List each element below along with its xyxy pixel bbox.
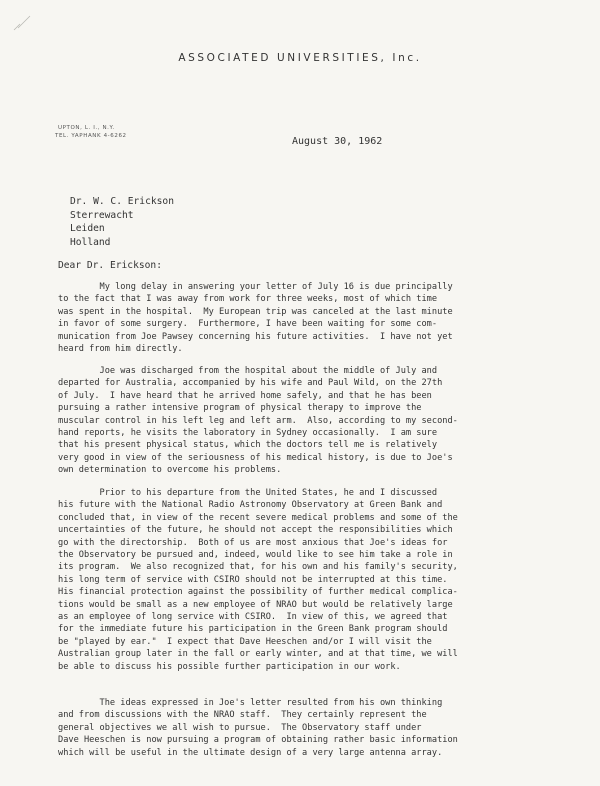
letter-date: August 30, 1962 xyxy=(292,136,383,147)
text-line: concluded that, in view of the recent severe medical problems and some of the xyxy=(58,512,458,523)
paragraph-1 xyxy=(58,281,558,355)
text-line: departed for Australia, accompanied by his wife and Paul Wild, on the 27th xyxy=(58,378,443,389)
text-line: muscular control in his left leg and left arm. Also, according to my second- xyxy=(58,415,458,426)
text-line: his long term of service with CSIRO should not be interrupted at this time. xyxy=(58,574,448,585)
text-line: in favor of some surgery. Furthermore, I have been waiting for some com- xyxy=(58,319,438,330)
paragraph-2 xyxy=(58,365,558,477)
text-line: to the fact that I was away from work for three weeks, most of which time xyxy=(58,294,438,305)
letterhead-organization: ASSOCIATED UNIVERSITIES, Inc. xyxy=(178,52,422,64)
text-line: Australian group later in the fall or early winter, and at that time, we will xyxy=(58,649,458,660)
text-line: pursuing a rather intensive program of physical therapy to improve the xyxy=(58,403,422,414)
text-line: and from discussions with the NRAO staff. They certainly represent the xyxy=(58,710,427,721)
address-line-1: UPTON, L. I., N.Y. xyxy=(58,125,115,131)
recipient-line: Dr. W. C. Erickson xyxy=(70,196,174,207)
text-line: of July. I have heard that he arrived home safely, and that he has been xyxy=(58,390,432,401)
text-line: own determination to overcome his problems. xyxy=(58,465,282,476)
text-line: be "played by ear." I expect that Dave Heeschen and/or I will visit the xyxy=(58,636,432,647)
text-line: His financial protection against the possibility of further medical complica- xyxy=(58,587,458,598)
text-line: its program. We also recognized that, for his own and his family's security, xyxy=(58,562,458,573)
paragraph-4 xyxy=(58,697,558,759)
address-line-2: TEL. YAPHANK 4-6262 xyxy=(55,133,127,139)
text-line: The ideas expressed in Joe's letter resulted from his own thinking xyxy=(58,698,443,708)
text-line: his future with the National Radio Astronomy Observatory at Green Bank and xyxy=(58,500,443,511)
text-line: be able to discuss his possible further participation in our work. xyxy=(58,661,401,672)
text-line: Joe was discharged from the hospital about the middle of July and xyxy=(58,366,438,376)
recipient-line: Leiden xyxy=(70,223,105,235)
text-line: Prior to his departure from the United States, he and I discussed xyxy=(58,488,438,498)
text-line: munication from Joe Pawsey concerning his future activities. I have not yet xyxy=(58,331,453,342)
letterhead-address xyxy=(55,124,127,140)
text-line: for the immediate future his participation in the Green Bank program should xyxy=(58,624,448,635)
text-line: the Observatory be pursued and, indeed, would like to see him take a role in xyxy=(58,550,453,561)
text-line: very good in view of the seriousness of his medical history, is due to Joe's xyxy=(58,452,453,463)
text-line: was spent in the hospital. My European trip was canceled at the last minute xyxy=(58,306,453,317)
text-line: Dave Heeschen is now pursuing a program of obtaining rather basic information xyxy=(58,735,458,746)
text-line: which will be useful in the ultimate design of a very large antenna array. xyxy=(58,747,443,758)
text-line: general objectives we all wish to pursue. The Observatory staff under xyxy=(58,722,422,733)
text-line: uncertainties of the future, he should not accept the responsibilities which xyxy=(58,525,453,536)
recipient-address xyxy=(70,195,174,250)
text-line: go with the directorship. Both of us are most anxious that Joe's ideas for xyxy=(58,537,448,548)
text-line: as an employee of long service with CSIRO. In view of this, we agreed that xyxy=(58,612,448,623)
text-line: that his present physical status, which the doctors tell me is relatively xyxy=(58,440,438,451)
text-line: hand reports, he visits the laboratory in Sydney occasionally. I am sure xyxy=(58,428,438,439)
pencil-mark xyxy=(8,6,38,36)
text-line: My long delay in answering your letter of July 16 is due principally xyxy=(58,282,453,292)
text-line: tions would be small as a new employee of NRAO but would be relatively large xyxy=(58,599,453,610)
recipient-line: Sterrewacht xyxy=(70,209,134,221)
recipient-line: Holland xyxy=(70,237,111,249)
text-line: heard from him directly. xyxy=(58,344,183,355)
salutation: Dear Dr. Erickson: xyxy=(58,260,162,271)
paragraph-3 xyxy=(58,487,558,673)
